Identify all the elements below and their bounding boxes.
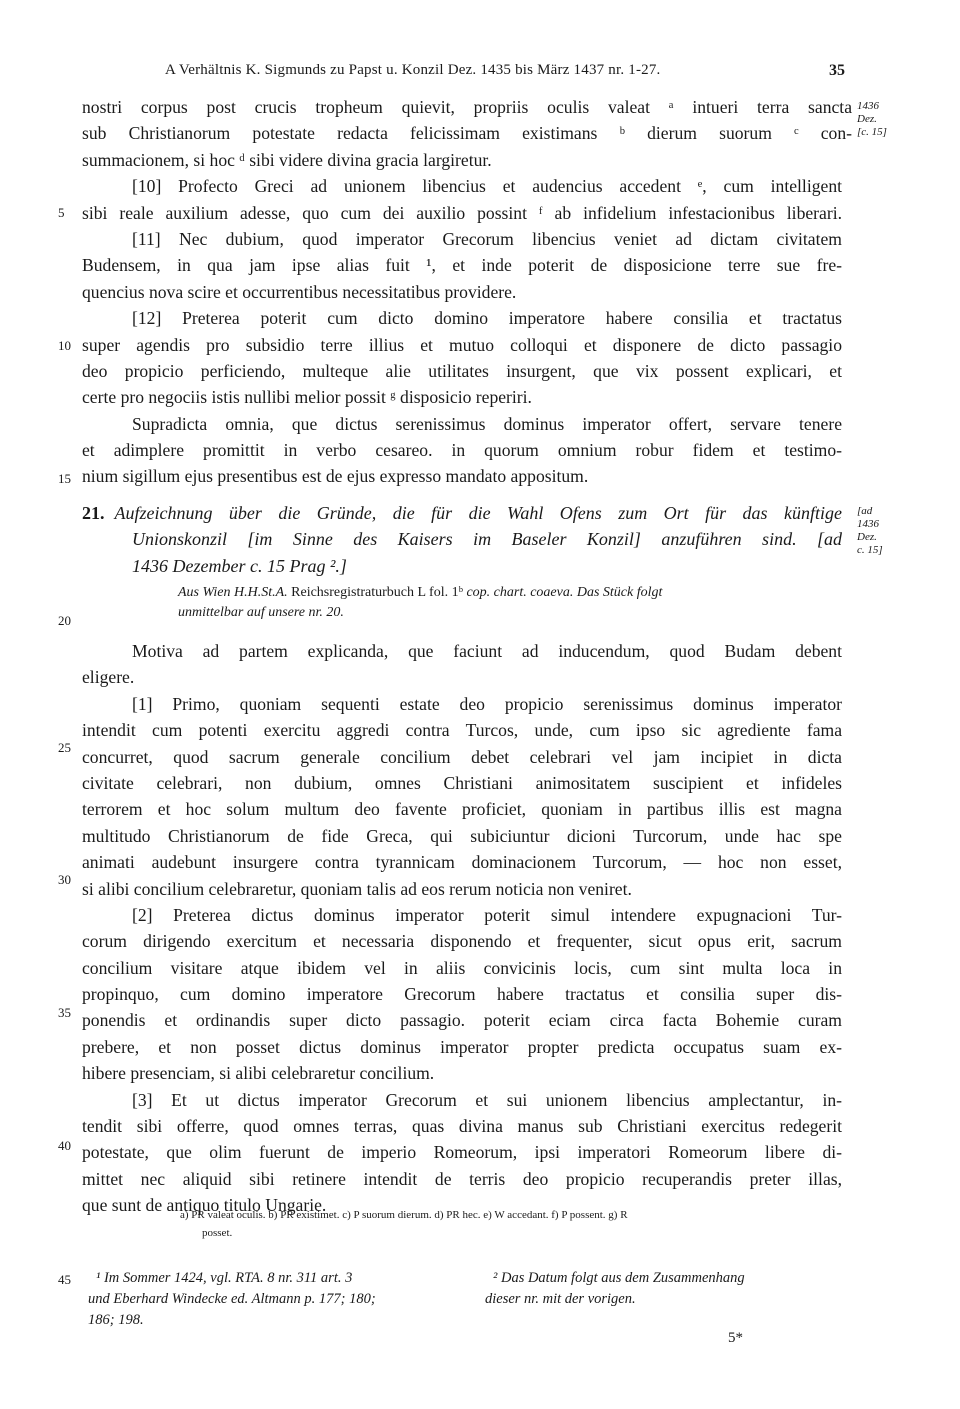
text-line: intendit cum potenti exercitu aggredi contra Turcos, unde, cum ipso sic agrediente fama [82,720,842,741]
text-line: certe pro negociis istis nullibi melior possit ᵍ disposicio reperiri. [82,387,532,408]
line-number: 15 [58,471,71,486]
text-line: si alibi concilium celebraretur, quoniam talis ad eos rerum noticia non veniret. [82,878,632,899]
line-number: 10 [58,338,71,353]
source-note [178,583,843,623]
text-line: Supradicta omnia, que dictus serenissimus dominus imperator offert, servare tenere [132,413,842,434]
text-line: summacionem, si hoc ᵈ sibi videre divina gracia largiretur. [82,149,492,170]
variant-line: a) PR valeat oculis. b) PR existimet. c) P suorum dierum. d) PR hec. e) W accedant. f) P possent. g) R [180,1209,628,1221]
line-number: 30 [58,872,71,887]
line-number: 5 [58,205,65,220]
running-head-title: A Verhältnis K. Sigmunds zu Papst u. Konzil Dez. 1435 bis März 1437 nr. 1-27. [165,62,661,78]
signature-mark: 5* [728,1330,743,1346]
source-line: Aus Wien H.H.St.A. Reichsregistraturbuch L fol. 1ᵇ cop. chart. coaeva. Das Stück folgt [178,585,663,600]
line-number: 40 [58,1138,71,1153]
page-number: 35 [829,62,845,79]
text-line: [1] Primo, quoniam sequenti estate deo propicio serenissimus dominus imperator [132,693,842,714]
text-line: Budensem, in qua jam ipse alias fuit ¹, et inde poterit de disposicione terre sue fre- [82,255,842,276]
footnote-2: ² Das Datum folgt aus dem Zusammenhang dieser nr. mit der vorigen. [485,1270,745,1307]
text-line: concilium visitare atque ibidem vel in aliis convicinis locis, cum sint multa loca in [82,957,842,978]
text-line: propinquo, cum domino imperatore Grecorum habere tractatus et consilia super dis- [82,984,842,1005]
margin-note-date-top: 1436 Dez. [c. 15] [857,100,887,138]
text-line: [11] Nec dubium, quod imperator Grecorum libencius veniet ad dictam civitatem [132,228,842,249]
text-line: [2] Preterea dictus dominus imperator poterit simul intendere expugnacioni Tur- [132,904,842,925]
text-line: super agendis pro subsidio terre illius et mutuo colloqui et disponere de dicto passagio [82,334,842,355]
text-line: [12] Preterea poterit cum dicto domino imperatore habere consilia et tractatus [132,308,842,329]
text-line: terrorem et hoc solum multum deo favente proficiet, quoniam in partibus illis est magna [82,799,842,820]
text-line: quencius nova scire et occurrentibus necessitatibus providere. [82,281,517,302]
text-line: Motiva ad partem explicanda, que faciunt ad inducendum, quod Budam debent [132,641,842,661]
document-number: 21. [82,503,105,523]
text-line: deo propicio perficiendo, multeque alie utilitates insurgent, que vix possent explicari, et [82,360,842,381]
heading-line: 21. Aufzeichnung über die Gründe, die für die Wahl Ofens zum Ort für das künftige [82,503,842,523]
text-line: multitudo Christianorum de fide Greca, qui subiciuntur dicioni Turcorum, unde hac spe [82,825,842,846]
text-line: civitate celebrari, non dubium, omnes Christiani animositatem suscipient et infideles [82,772,842,793]
text-line: sub Christianorum potestate redacta felicissimam existimans ᵇ dierum suorum ᶜ con- [82,123,852,144]
line-number: 20 [58,613,71,628]
text-line: que sunt de antiquo titulo Ungarie. [82,1195,327,1216]
text-line: sibi reale auxilium adesse, quo cum dei auxilio possint ᶠ ab infidelium infestacionibus liberari. [82,202,842,223]
text-line: ponendis et ordinandis super dicto passagio. poterit eciam circa facta Bohemie curam [82,1010,842,1031]
text-line: [3] Et ut dictus imperator Grecorum et sui unionem libencius amplectantur, in- [132,1089,842,1110]
text-line: nium sigillum ejus presentibus est de ejus expresso mandato appositum. [82,466,589,487]
text-line: tendit sibi offerre, quod omnes terras, quas divina manus sub Christiani exercitus redegerit [82,1116,842,1137]
line-number: 35 [58,1005,71,1020]
footnote-1: ¹ Im Sommer 1424, vgl. RTA. 8 nr. 311 art. 3 und Eberhard Windecke ed. Altmann p. 177; 180; 186; 198. [88,1270,376,1328]
text-line: mittet nec aliquid sibi retinere intendit de terris deo propicio recuperandis preter illas, [82,1168,842,1189]
text-line: eligere. [82,667,135,688]
heading-line: 1436 Dezember c. 15 Prag ².] [132,555,347,576]
variant-line: posset. [202,1227,233,1239]
text-line: nostri corpus post crucis tropheum quievit, propriis oculis valeat ᵃ intueri terra sancta [82,97,852,117]
text-line: concurret, quod sacrum generale concilium debet celebrari vel jam incipiet in dicta [82,746,842,767]
line-number: 45 [58,1272,71,1287]
text-line: potestate, que olim fuerunt de imperio Romeorum, ipsi imperatori Romeorum libere di- [82,1142,842,1163]
source-line: unmittelbar auf unsere nr. 20. [178,605,344,620]
heading-line: Unionskonzil [im Sinne des Kaisers im Baseler Konzil] anzuführen sind. [ad [132,529,842,550]
line-number: 25 [58,740,71,755]
text-line: hibere presenciam, si alibi celebraretur concilium. [82,1063,435,1084]
text-block-continuation [82,94,852,490]
text-line: animati audebunt insurgere contra tyrannicam dominacionem Turcorum, — hoc non esset, [82,852,842,873]
text-line: corum dirigendo exercitum et necessaria disponendo et frequenter, sicut opus erit, sacrum [82,931,842,952]
margin-note-date-doc: [ad 1436 Dez. c. 15] [857,505,883,556]
text-block-document [82,638,842,1219]
text-line: [10] Profecto Greci ad unionem libencius et audencius accedent ᵉ, cum intelligent [132,176,842,197]
document-heading [82,500,842,579]
text-line: prebere, et non posset dictus dominus imperator propter predicta occupatus suam ex- [82,1036,842,1057]
running-head [165,62,845,79]
text-line: et adimplere promittit in verbo cesareo. in quorum omnium robur fidem et testimo- [82,440,842,461]
variant-apparatus [180,1206,845,1242]
